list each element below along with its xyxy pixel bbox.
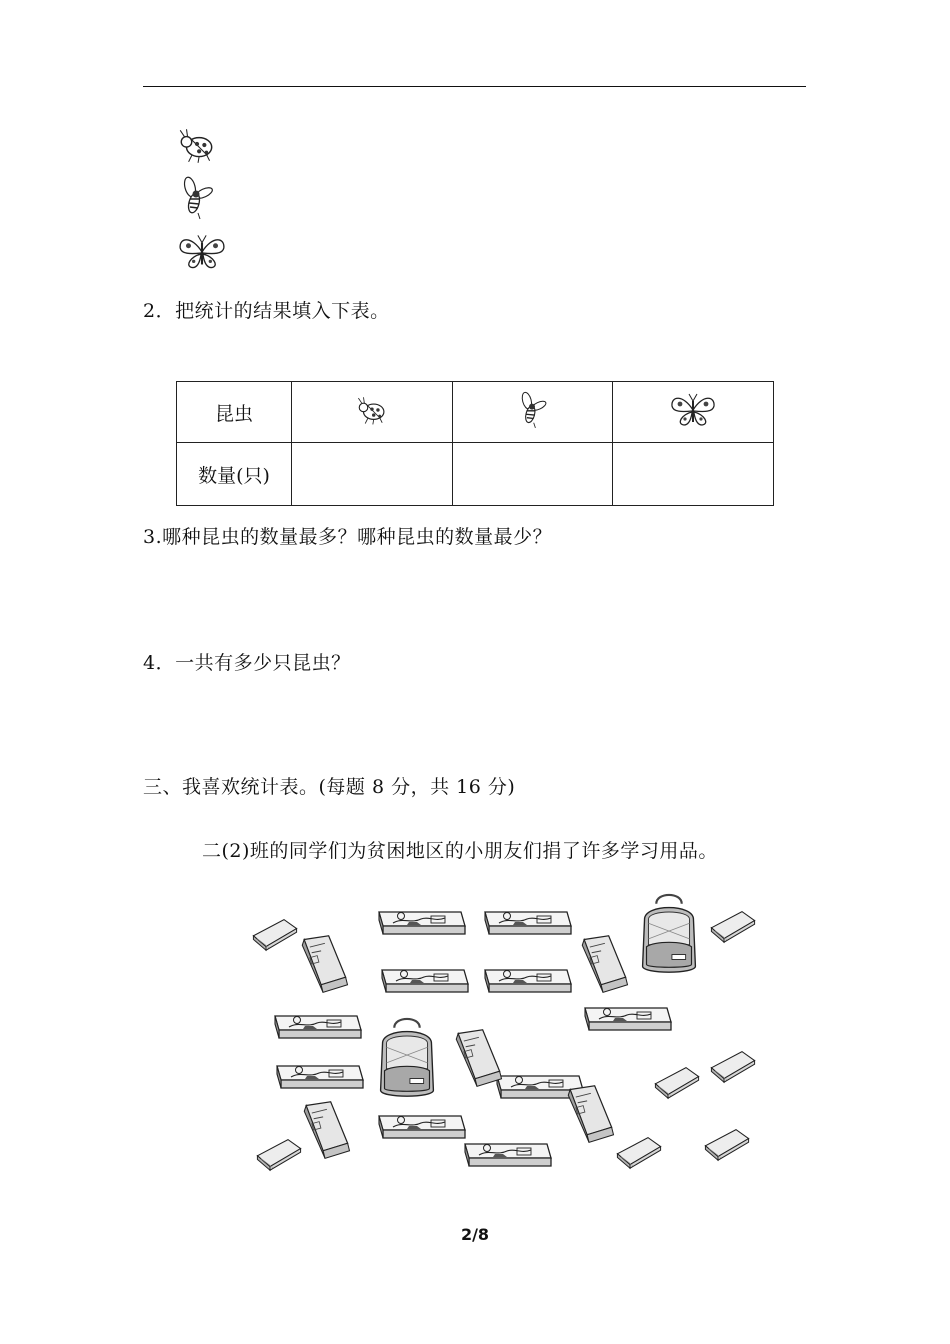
question-4: 4．一共有多少只昆虫？ xyxy=(143,652,351,674)
row-header-count: 数量(只) xyxy=(177,443,292,506)
tally-table xyxy=(176,381,774,506)
pencil-case-icon xyxy=(465,1144,551,1166)
book-icon xyxy=(456,1030,501,1087)
page-number: 2/8 xyxy=(460,1225,490,1244)
section-3-intro: 二(2)班的同学们为贫困地区的小朋友们捐了许多学习用品。 xyxy=(202,840,718,862)
school-supplies-illustration xyxy=(245,886,765,1186)
bee-icon xyxy=(176,174,216,222)
eraser-icon xyxy=(711,1052,754,1083)
book-icon xyxy=(568,1086,613,1143)
count-cell-bee[interactable] xyxy=(452,443,613,506)
pencil-case-icon xyxy=(485,970,571,992)
column-butterfly xyxy=(613,382,774,443)
section-3-heading: 三、我喜欢统计表。(每题 8 分，共 16 分) xyxy=(143,776,516,798)
pencil-case-icon xyxy=(485,912,571,934)
count-cell-ladybug[interactable] xyxy=(292,443,453,506)
backpack-icon xyxy=(643,895,696,972)
header-rule xyxy=(143,86,806,87)
column-ladybug xyxy=(292,382,453,443)
question-3: 3.哪种昆虫的数量最多？哪种昆虫的数量最少？ xyxy=(143,526,553,548)
eraser-icon xyxy=(253,920,296,951)
butterfly-icon xyxy=(668,392,718,428)
pencil-case-icon xyxy=(275,1016,361,1038)
eraser-icon xyxy=(655,1068,698,1099)
row-header-insect: 昆虫 xyxy=(177,382,292,443)
ladybug-icon xyxy=(176,124,218,166)
question-2: 2．把统计的结果填入下表。 xyxy=(143,300,390,322)
eraser-icon xyxy=(711,912,754,943)
eraser-icon xyxy=(257,1140,300,1171)
eraser-icon xyxy=(617,1138,660,1169)
count-cell-butterfly[interactable] xyxy=(613,443,774,506)
column-bee xyxy=(452,382,613,443)
pencil-case-icon xyxy=(585,1008,671,1030)
butterfly-icon xyxy=(176,233,228,271)
pencil-case-icon xyxy=(379,1116,465,1138)
backpack-icon xyxy=(381,1019,434,1096)
book-icon xyxy=(304,1102,349,1159)
ladybug-icon xyxy=(355,393,389,427)
bee-icon xyxy=(515,389,549,431)
pencil-case-icon xyxy=(277,1066,363,1088)
book-icon xyxy=(582,936,627,993)
pencil-case-icon xyxy=(382,970,468,992)
pencil-case-icon xyxy=(379,912,465,934)
eraser-icon xyxy=(705,1130,748,1161)
book-icon xyxy=(302,936,347,993)
